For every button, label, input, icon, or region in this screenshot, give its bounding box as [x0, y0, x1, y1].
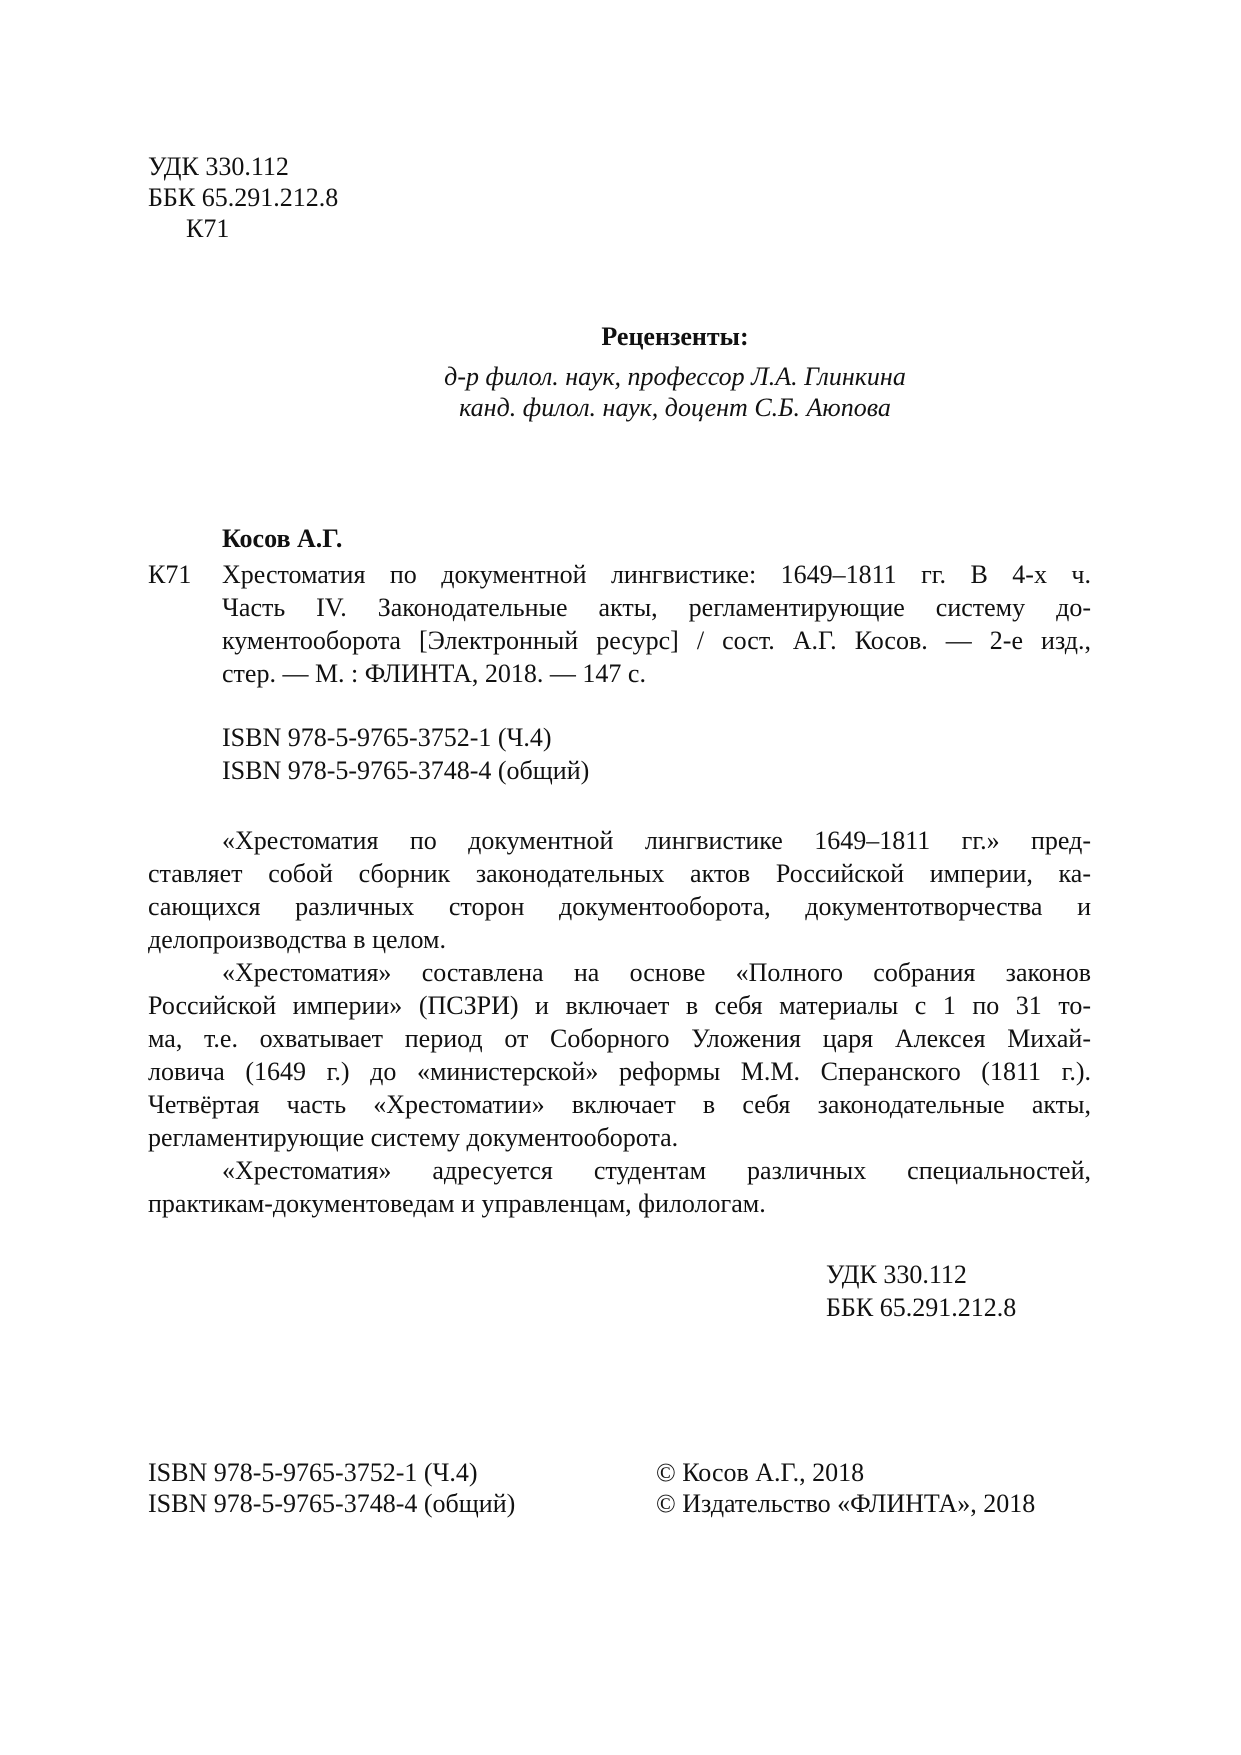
reviewers-title: Рецензенты: [601, 322, 749, 351]
copyright-publisher: © Издательство «ФЛИНТА», 2018 [656, 1489, 1036, 1518]
abstract-line: ловича (1649 г.) до «министерской» реформы М.М. Сперанского (1811 г.). [148, 1057, 1091, 1086]
footer-isbn-block [148, 1458, 515, 1520]
abstract-line: Четвёртая часть «Хрестоматии» включает в себя законодательные акты, [148, 1090, 1091, 1119]
abstract-line: «Хрестоматия» составлена на основе «Полного собрания законов [222, 958, 1091, 987]
footer-isbn-general: ISBN 978-5-9765-3748-4 (общий) [148, 1489, 516, 1518]
isbn-general: ISBN 978-5-9765-3748-4 (общий) [222, 756, 590, 785]
reviewer-item: канд. филол. наук, доцент С.Б. Аюпова [459, 393, 891, 422]
copyright-author: © Косов А.Г., 2018 [656, 1458, 865, 1487]
reviewer-item: д-р филол. наук, профессор Л.А. Глинкина [444, 362, 906, 391]
abstract-line: ставляет собой сборник законодательных актов Российской империи, ка- [148, 859, 1091, 888]
bibliographic-record [222, 560, 1091, 692]
record-isbn-block [222, 723, 589, 789]
udk-code: УДК 330.112 [148, 152, 289, 181]
abstract-line: Российской империи» (ПСЗРИ) и включает в себя материалы с 1 по 31 то- [148, 991, 1091, 1020]
footer-isbn-part: ISBN 978-5-9765-3752-1 (Ч.4) [148, 1458, 478, 1487]
author-mark: К71 [186, 214, 230, 243]
abstract-line: сающихся различных сторон документооборота, документотворчества и [148, 892, 1091, 921]
record-line: Часть IV. Законодательные акты, регламентирующие систему до- [222, 593, 1091, 622]
abstract [148, 826, 1091, 1222]
bbk-code: ББК 65.291.212.8 [148, 183, 339, 212]
abstract-line: делопроизводства в целом. [148, 925, 446, 954]
record-line: Хрестоматия по документной лингвистике: 1649–1811 гг. В 4-х ч. [222, 560, 1091, 589]
abstract-line: регламентирующие систему документооборота. [148, 1123, 679, 1152]
bbk-code: ББК 65.291.212.8 [826, 1293, 1017, 1322]
record-author: Косов А.Г. [222, 524, 343, 553]
record-author-mark: К71 [148, 560, 192, 589]
abstract-line: «Хрестоматия по документной лингвистике 1649–1811 гг.» пред- [222, 826, 1091, 855]
abstract-line: «Хрестоматия» адресуется студентам различных специальностей, [222, 1156, 1091, 1185]
copyright-block [656, 1458, 1035, 1520]
record-line: кументооборота [Электронный ресурс] / сост. А.Г. Косов. — 2-е изд., [222, 626, 1091, 655]
udk-code: УДК 330.112 [826, 1260, 967, 1289]
isbn-part: ISBN 978-5-9765-3752-1 (Ч.4) [222, 723, 552, 752]
classification-bottom [826, 1260, 1016, 1326]
abstract-line: ма, т.е. охватывает период от Соборного Уложения царя Алексея Михай- [148, 1024, 1091, 1053]
reviewers-block [350, 322, 1000, 424]
classification-top [148, 152, 338, 245]
abstract-line: практикам-документоведам и управленцам, филологам. [148, 1189, 766, 1218]
record-line: стер. — М. : ФЛИНТА, 2018. — 147 с. [222, 659, 646, 688]
